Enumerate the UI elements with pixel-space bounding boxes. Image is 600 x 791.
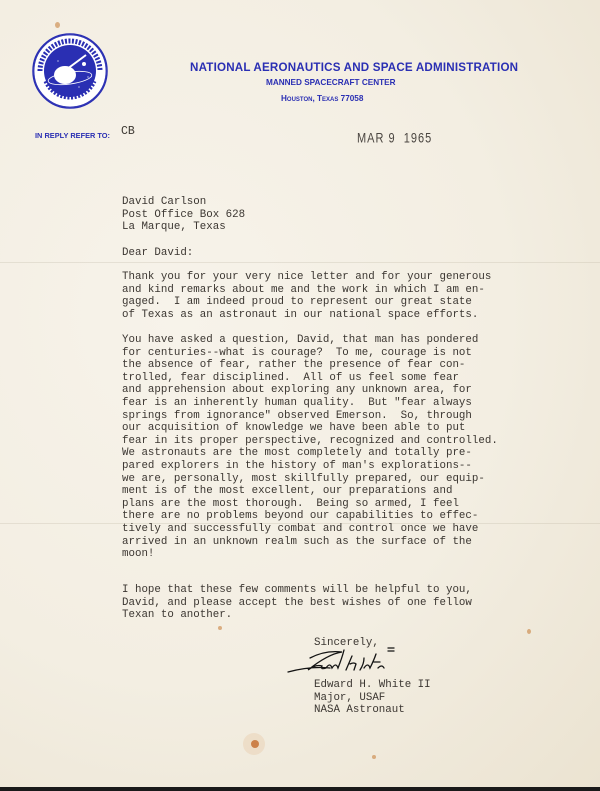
paper-stain xyxy=(243,733,265,755)
paper-fold xyxy=(0,262,600,263)
handwritten-signature xyxy=(280,640,400,680)
body-paragraph-3: I hope that these few comments will be helpful to you, David, and please accept the best wishes of one fellow Texan to another. xyxy=(122,584,472,622)
paper-stain xyxy=(218,626,222,630)
letterhead-organization: NATIONAL AERONAUTICS AND SPACE ADMINISTRATION xyxy=(190,61,519,74)
date-stamp: MAR 9 1965 xyxy=(357,131,433,146)
salutation: Dear David: xyxy=(122,247,194,259)
reply-refer-label: IN REPLY REFER TO: xyxy=(35,131,111,140)
letterhead-center: MANNED SPACECRAFT CENTER xyxy=(266,78,396,87)
body-paragraph-2: You have asked a question, David, that man has pondered for centuries--what is courage? To me, courage is not the absence of fear, rather the presence of fear con- trolled, fear disciplined. All of us feel some fear and apprehension about exploring any unknown area, for fear is an inherently human quality. But "fear always springs from ignorance" observed Emerson. So, through our acquisition of knowledge we have been able to put fear in its proper perspective, recognized and controlled. We astronauts are the most completely and totally pre- pared explorers in the history of man's explorations-- we are, personally, most skillfully prepared, our equip- ment is of the most excellent, our preparations and plans are the most thorough. Being so armed, I feel there are no problems beyond our capabilities to effec- tively and successfully combat and control once we have arrived in an unknown realm such as the surface of the moon! xyxy=(122,334,498,561)
signature-block: Edward H. White II Major, USAF NASA Astronaut xyxy=(314,679,431,717)
body-paragraph-1: Thank you for your very nice letter and for your generous and kind remarks about me and the work in which I am en- gaged. I am indeed proud to represent our great state of Texas as an astronaut in our national space efforts. xyxy=(122,271,492,321)
letterhead-location: Houston, Texas 77058 xyxy=(281,94,364,103)
nasa-seal-icon xyxy=(32,33,108,109)
paper-stain xyxy=(55,22,60,28)
closing: Sincerely, xyxy=(314,637,379,649)
reply-refer-code: CB xyxy=(121,125,135,138)
recipient-address: David Carlson Post Office Box 628 La Marque, Texas xyxy=(122,196,246,234)
paper-stain xyxy=(527,629,531,634)
paper-stain xyxy=(372,755,376,759)
